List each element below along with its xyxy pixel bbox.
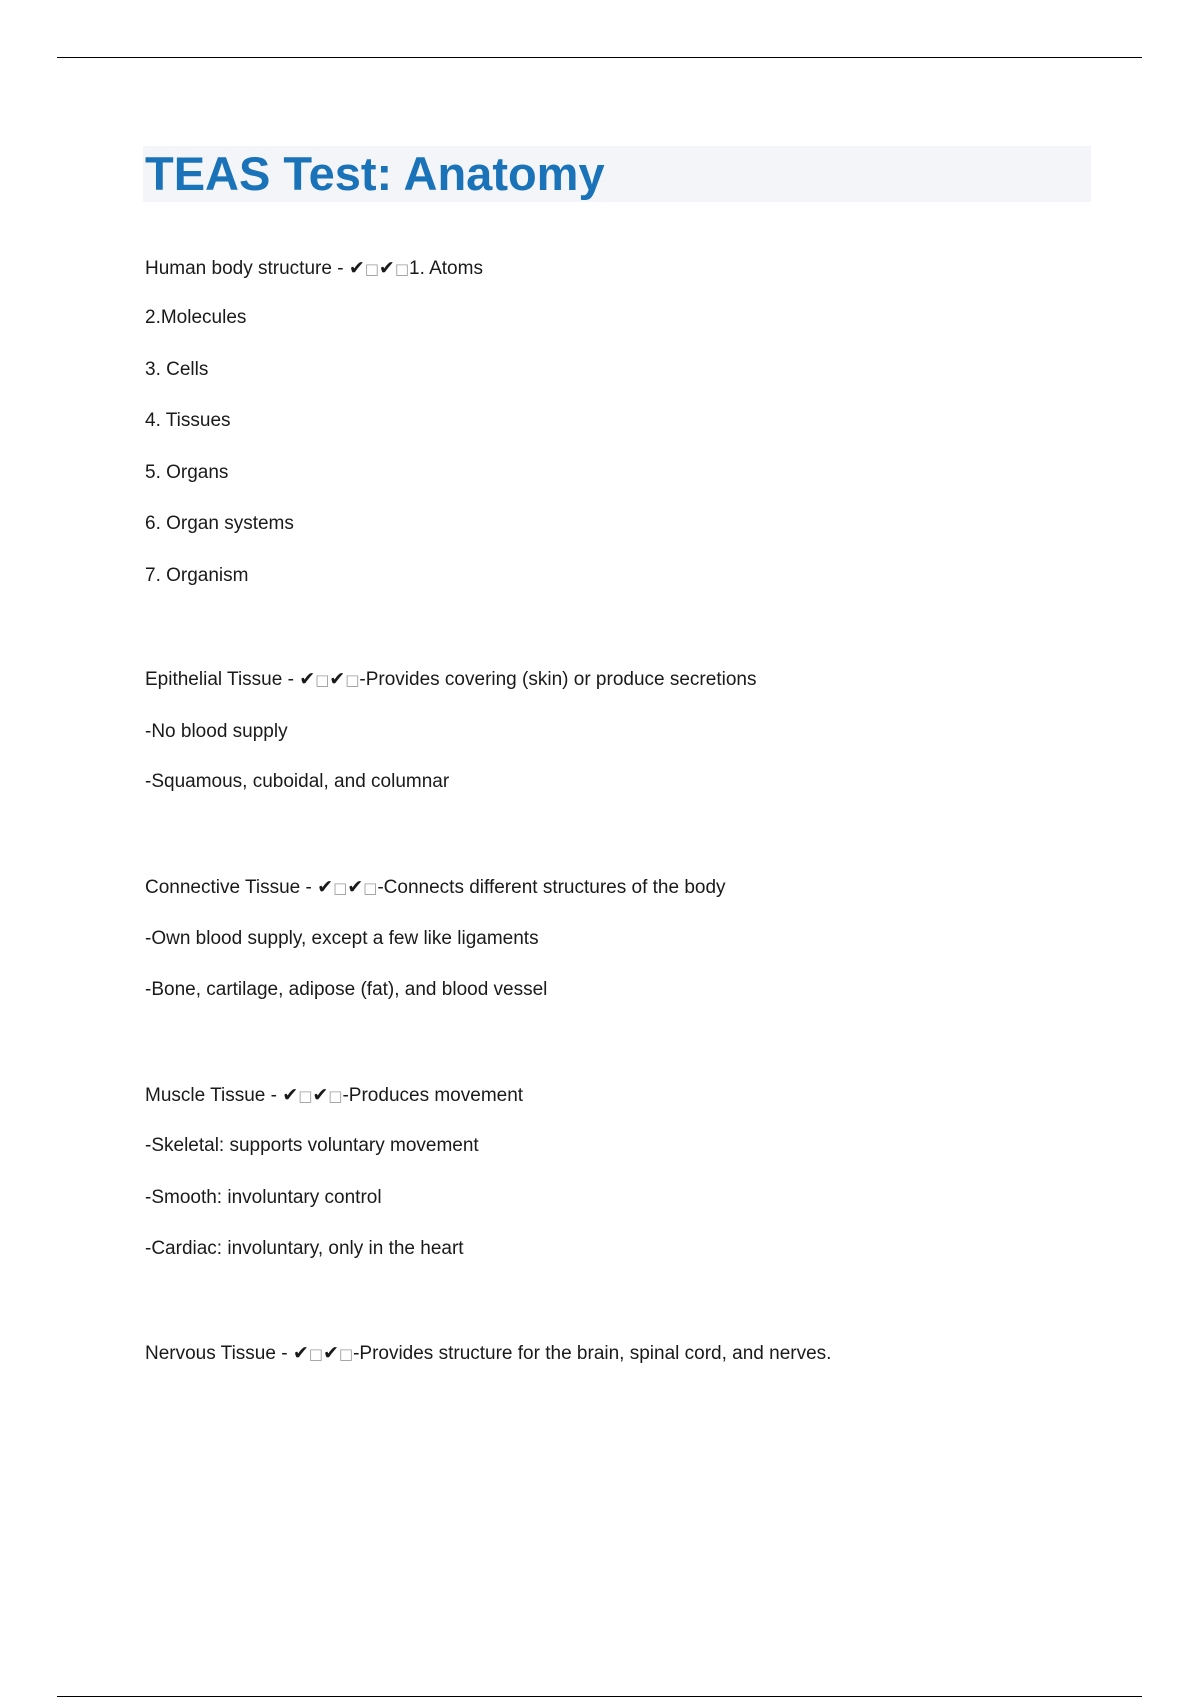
term-line-muscle-tissue: [145, 1083, 523, 1108]
answer-line: 3. Cells: [145, 359, 209, 380]
box-icon: □: [338, 1345, 354, 1363]
term-label: Human body structure: [145, 258, 332, 279]
answer-line: 4. Tissues: [145, 410, 231, 431]
separator: -: [331, 258, 349, 279]
page-title: TEAS Test: Anatomy: [145, 147, 605, 200]
checkmark-icon: ✔: [317, 876, 334, 898]
answer-line: 7. Organism: [145, 565, 249, 586]
answer-line: -Cardiac: involuntary, only in the heart: [145, 1238, 464, 1259]
box-icon: □: [328, 1087, 343, 1105]
box-icon: □: [363, 879, 378, 897]
separator: -: [300, 877, 318, 898]
answer-line: -No blood supply: [145, 721, 288, 742]
term-label: Epithelial Tissue: [145, 669, 283, 690]
answer-line: -Squamous, cuboidal, and columnar: [145, 771, 450, 792]
answer-line: 5. Organs: [145, 462, 229, 483]
checkmark-icon: ✔: [348, 257, 365, 279]
box-icon: □: [345, 671, 360, 689]
answer-line: 2.Molecules: [145, 307, 247, 328]
answer-line: 6. Organ systems: [145, 513, 294, 534]
term-label: Muscle Tissue: [145, 1085, 266, 1106]
checkmark-icon: ✔: [329, 668, 346, 690]
separator: -: [282, 669, 300, 690]
box-icon: □: [394, 260, 410, 278]
header-rule: [57, 57, 1142, 58]
answer-text: -Provides structure for the brain, spinal cord, and nerves.: [353, 1343, 832, 1364]
answer-text: 1. Atoms: [409, 258, 483, 279]
term-label: Nervous Tissue: [145, 1343, 276, 1364]
answer-line: -Skeletal: supports voluntary movement: [145, 1135, 479, 1156]
term-label: Connective Tissue: [145, 877, 301, 898]
checkmark-icon: ✔: [347, 876, 364, 898]
answer-text: -Connects different structures of the body: [377, 877, 726, 898]
checkmark-icon: ✔: [299, 668, 316, 690]
checkmark-icon: ✔: [378, 257, 395, 279]
term-line-connective-tissue: [145, 875, 726, 900]
separator: -: [265, 1085, 283, 1106]
box-icon: □: [315, 671, 330, 689]
box-icon: □: [333, 879, 348, 897]
checkmark-icon: ✔: [282, 1084, 299, 1106]
term-line-epithelial-tissue: [145, 667, 756, 692]
checkmark-icon: ✔: [322, 1342, 339, 1364]
term-line-human-body-structure: [145, 256, 483, 281]
answer-text: -Produces movement: [342, 1085, 524, 1106]
answer-text: -Provides covering (skin) or produce secretions: [359, 669, 757, 690]
box-icon: □: [308, 1345, 323, 1363]
answer-line: -Smooth: involuntary control: [145, 1187, 382, 1208]
box-icon: □: [298, 1087, 313, 1105]
box-icon: □: [364, 260, 379, 278]
separator: -: [275, 1343, 293, 1364]
term-line-nervous-tissue: [145, 1341, 831, 1366]
answer-line: -Bone, cartilage, adipose (fat), and blood vessel: [145, 979, 548, 1000]
answer-line: -Own blood supply, except a few like ligaments: [145, 928, 539, 949]
checkmark-icon: ✔: [312, 1084, 329, 1106]
checkmark-icon: ✔: [292, 1342, 309, 1364]
footer-rule: [57, 1696, 1142, 1697]
